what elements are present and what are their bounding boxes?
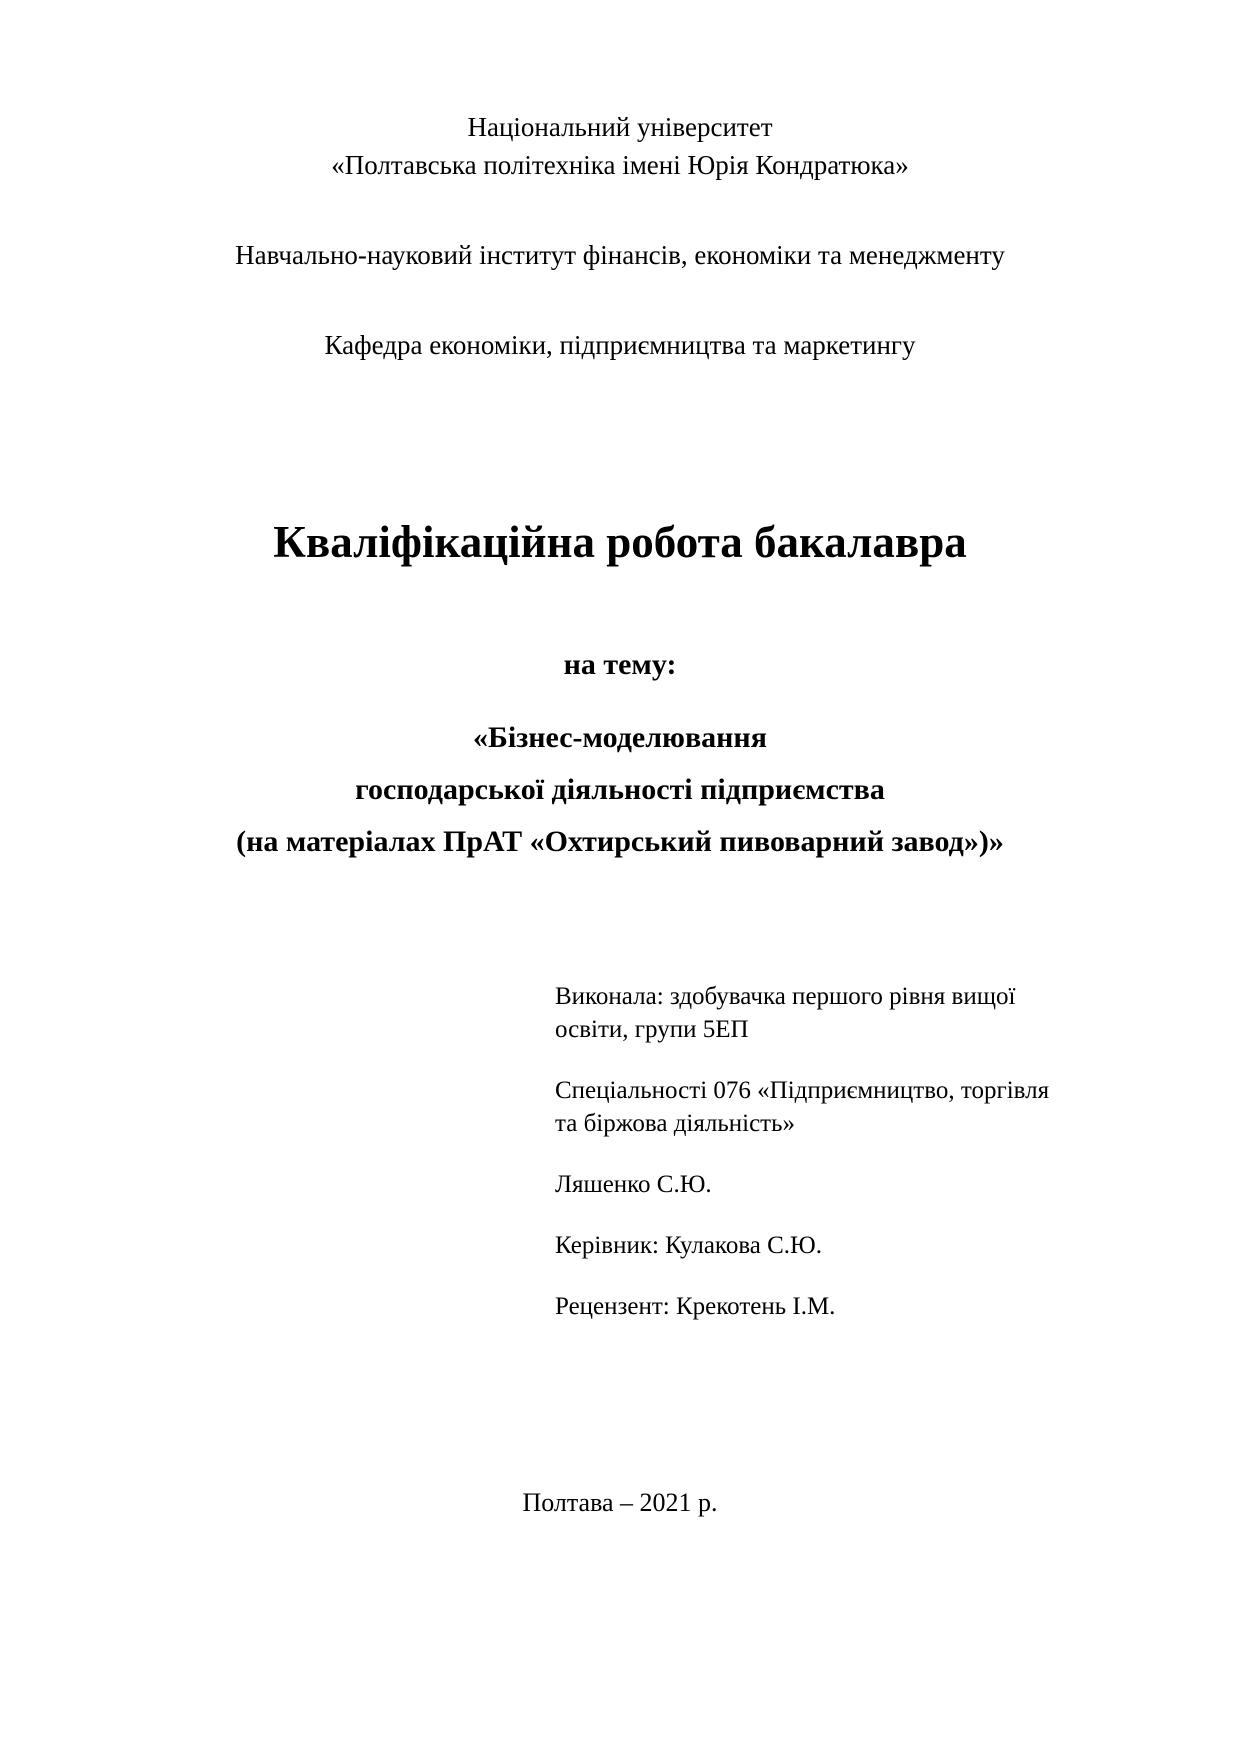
authorship-block (555, 980, 1065, 1323)
thesis-theme (115, 712, 1125, 868)
reviewer-name: Рецензент: Крекотень І.М. (555, 1293, 836, 1320)
subject-label: на тему: (563, 648, 677, 681)
thesis-theme-line-1: «Бізнес-моделювання (473, 721, 767, 754)
supervisor-name: Керівник: Кулакова С.Ю. (555, 1232, 823, 1259)
thesis-theme-line-3: (на матеріалах ПрАТ «Охтирський пивоварний завод»)» (236, 825, 1004, 858)
institute-name: Навчально-науковий інститут фінансів, економіки та менеджменту (235, 240, 1005, 270)
page-title: Кваліфікаційна робота бакалавра (273, 517, 967, 567)
university-name-line-2: «Полтавська політехніка імені Юрія Кондратюка» (331, 150, 909, 180)
thesis-theme-line-2: господарської діяльності підприємства (355, 773, 885, 806)
department-name: Кафедра економіки, підприємництва та маркетингу (324, 330, 916, 360)
performer-line: Виконала: здобувачка першого рівня вищої освіти, групи 5ЕП (555, 983, 1016, 1043)
institution-block (115, 108, 1125, 364)
university-name-line-1: Національний університет (467, 112, 773, 142)
city-year-footer: Полтава – 2021 р. (522, 1488, 718, 1517)
speciality-line: Спеціальності 076 «Підприємництво, торгівля та біржова діяльність» (555, 1077, 1050, 1137)
author-name: Ляшенко С.Ю. (555, 1171, 712, 1198)
